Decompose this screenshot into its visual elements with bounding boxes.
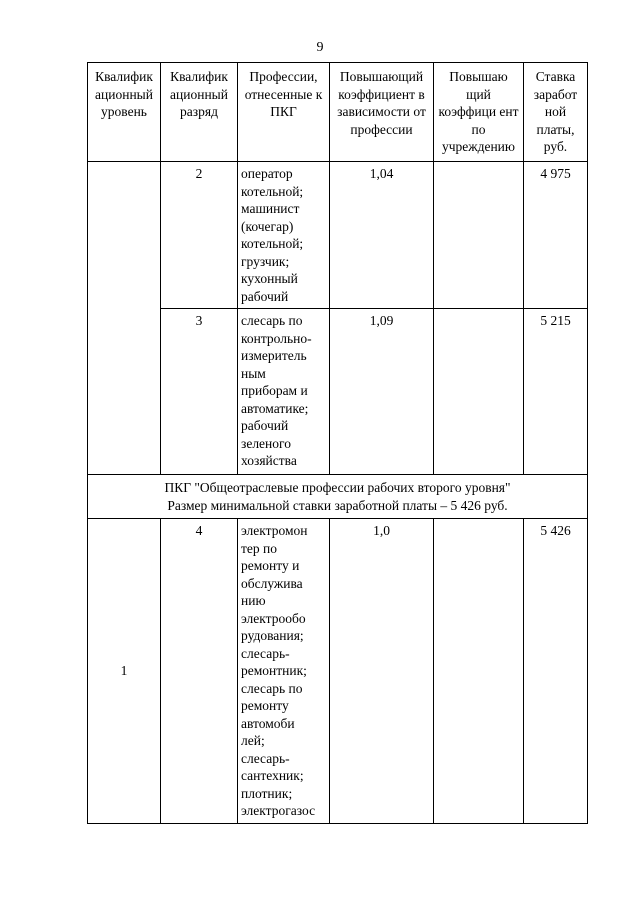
profession-line: сантехник; xyxy=(241,768,304,783)
table-row xyxy=(88,162,588,309)
profession-line: электрогазос xyxy=(241,803,316,818)
profession-line: кухонный xyxy=(241,271,298,286)
header-coef-profession: Повышающий коэффициент в зависимости от профессии xyxy=(330,63,434,162)
profession-line: плотник; xyxy=(241,785,293,801)
profession-line: электрообо xyxy=(241,610,306,626)
header-salary-rate: Ставка заработ ной платы, руб. xyxy=(524,63,588,162)
coef-profession-cell: 1,0 xyxy=(330,519,434,824)
profession-line: измеритель xyxy=(241,348,307,363)
page-number: 9 xyxy=(316,40,324,55)
profession-line: приборам и xyxy=(241,383,308,398)
rate-cell: 4 975 xyxy=(524,162,588,309)
profession-line: электромон xyxy=(241,523,308,538)
profession-line: нию xyxy=(241,593,266,608)
profession-line: (кочегар) xyxy=(241,218,294,234)
profession-line: машинист xyxy=(241,201,300,216)
header-qualification-grade: Квалифик ационный разряд xyxy=(161,63,238,162)
grade-cell: 2 xyxy=(161,162,238,309)
header-qualification-level: Квалифик ационный уровень xyxy=(88,63,161,162)
profession-line: рудования; xyxy=(241,628,304,643)
profession-line: ремонту и xyxy=(241,558,300,573)
profession-line: слесарь по xyxy=(241,313,303,328)
coef-profession-cell: 1,04 xyxy=(330,162,434,309)
header-coef-institution: Повышаю щий коэффици ент по учреждению xyxy=(434,63,524,162)
profession-line: слесарь- xyxy=(241,750,290,766)
level-cell xyxy=(88,162,161,475)
profession-line: обслужива xyxy=(241,575,303,591)
salary-table xyxy=(87,62,588,824)
profession-line: ремонтник; xyxy=(241,663,307,678)
grade-cell: 4 xyxy=(161,519,238,824)
coef-institution-cell xyxy=(434,162,524,309)
profession-line: ремонту xyxy=(241,698,289,713)
coef-institution-cell xyxy=(434,309,524,475)
group-header-cell xyxy=(88,475,588,519)
profession-line: слесарь по xyxy=(241,680,303,696)
table-row xyxy=(88,519,588,824)
profession-line: автомоби xyxy=(241,715,295,731)
coef-institution-cell xyxy=(434,519,524,824)
profession-line: тер по xyxy=(241,540,277,556)
group-header-row xyxy=(88,475,588,519)
profession-line: лей; xyxy=(241,733,265,748)
profession-line: котельной; xyxy=(241,183,304,199)
coef-profession-cell: 1,09 xyxy=(330,309,434,475)
table-row xyxy=(88,309,588,475)
profession-line: автоматике; xyxy=(241,400,309,416)
rate-cell: 5 426 xyxy=(524,519,588,824)
level-cell: 1 xyxy=(88,519,161,824)
profession-line: зеленого xyxy=(241,435,291,451)
professions-cell xyxy=(238,309,330,475)
table-header-row xyxy=(88,63,588,162)
profession-line: оператор xyxy=(241,166,293,181)
profession-line: хозяйства xyxy=(241,453,297,468)
profession-line: котельной; xyxy=(241,236,304,251)
profession-line: рабочий xyxy=(241,418,289,433)
rate-cell: 5 215 xyxy=(524,309,588,475)
profession-line: грузчик; xyxy=(241,253,290,269)
professions-cell xyxy=(238,162,330,309)
profession-line: слесарь- xyxy=(241,645,290,661)
profession-line: ным xyxy=(241,365,266,381)
group-title: ПКГ "Общеотраслевые профессии рабочих второго уровня" xyxy=(164,480,511,495)
profession-line: рабочий xyxy=(241,288,289,304)
profession-line: контрольно- xyxy=(241,330,312,346)
professions-cell xyxy=(238,519,330,824)
header-professions: Профессии, отнесенные к ПКГ xyxy=(238,63,330,162)
grade-cell: 3 xyxy=(161,309,238,475)
group-min-rate: Размер минимальной ставки заработной платы – 5 426 руб. xyxy=(167,497,508,513)
